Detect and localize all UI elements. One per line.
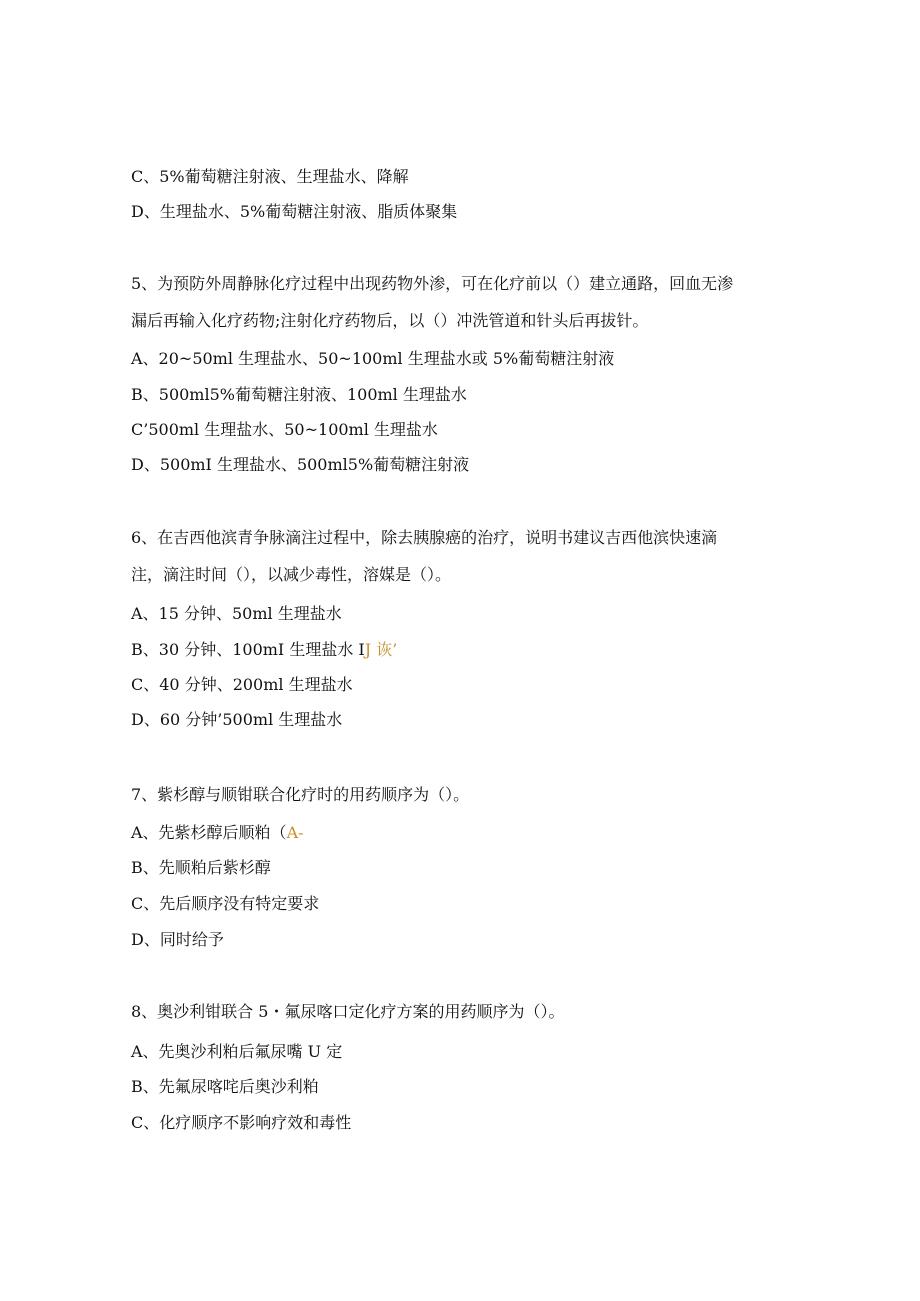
q5-stem-line-1: 5、为预防外周静脉化疗过程中出现药物外渗，可在化疗前以（）建立通路，回血无渗 bbox=[131, 274, 734, 293]
q6-option-a: A、15 分钟、50ml 生理盐水 bbox=[131, 604, 342, 623]
q8-option-a: A、先奥沙利粕后氟尿嘴 U 定 bbox=[131, 1042, 343, 1061]
q7-option-a bbox=[131, 823, 831, 843]
q5-option-d: D、500mI 生理盐水、500ml5%葡萄糖注射液 bbox=[131, 455, 470, 474]
q6-option-b-text: B、30 分钟、100mI 生理盐水 I bbox=[131, 640, 365, 659]
q5-option-c: C’500ml 生理盐水、50~100ml 生理盐水 bbox=[131, 420, 438, 439]
q5-stem-line-2: 漏后再输入化疗药物;注射化疗药物后，以（）冲洗管道和针头后再拔针。 bbox=[131, 311, 649, 330]
q6-stem-line-1: 6、在吉西他滨青争脉滴注过程中，除去胰腺癌的治疗，说明书建议吉西他滨快速滴 bbox=[131, 528, 718, 547]
q5-option-a: A、20~50ml 生理盐水、50~100ml 生理盐水或 5%葡萄糖注射液 bbox=[131, 349, 615, 368]
q4-option-d: D、生理盐水、5%葡萄糖注射液、脂质体聚集 bbox=[131, 202, 458, 221]
q7-option-c: C、先后顺序没有特定要求 bbox=[131, 894, 320, 913]
q6-option-b-mark: J 诙’ bbox=[364, 640, 398, 659]
q8-option-b: B、先氟尿喀咤后奥沙利粕 bbox=[131, 1077, 319, 1096]
q5-option-b: B、500ml5%葡萄糖注射液、100ml 生理盐水 bbox=[131, 385, 467, 404]
q7-option-b: B、先顺粕后紫杉醇 bbox=[131, 858, 271, 877]
q6-option-d: D、60 分钟’500ml 生理盐水 bbox=[131, 710, 343, 729]
q7-stem: 7、紫杉醇与顺钳联合化疗时的用药顺序为（）。 bbox=[131, 785, 470, 804]
q8-stem: 8、奥沙利钳联合 5・氟尿喀口定化疗方案的用药顺序为（）。 bbox=[131, 1002, 565, 1021]
q6-option-b bbox=[131, 640, 831, 660]
q6-option-c: C、40 分钟、200ml 生理盐水 bbox=[131, 675, 353, 694]
q7-option-a-mark: A- bbox=[286, 823, 304, 842]
q8-option-c: C、化疗顺序不影响疗效和毒性 bbox=[131, 1113, 352, 1132]
q6-stem-line-2: 注，滴注时间（），以减少毒性，溶媒是（）。 bbox=[131, 565, 452, 584]
q7-option-d: D、同时给予 bbox=[131, 930, 224, 949]
q7-option-a-text: A、先紫杉醇后顺粕（ bbox=[131, 823, 287, 842]
q4-option-c: C、5%葡萄糖注射液、生理盐水、降解 bbox=[131, 167, 409, 186]
